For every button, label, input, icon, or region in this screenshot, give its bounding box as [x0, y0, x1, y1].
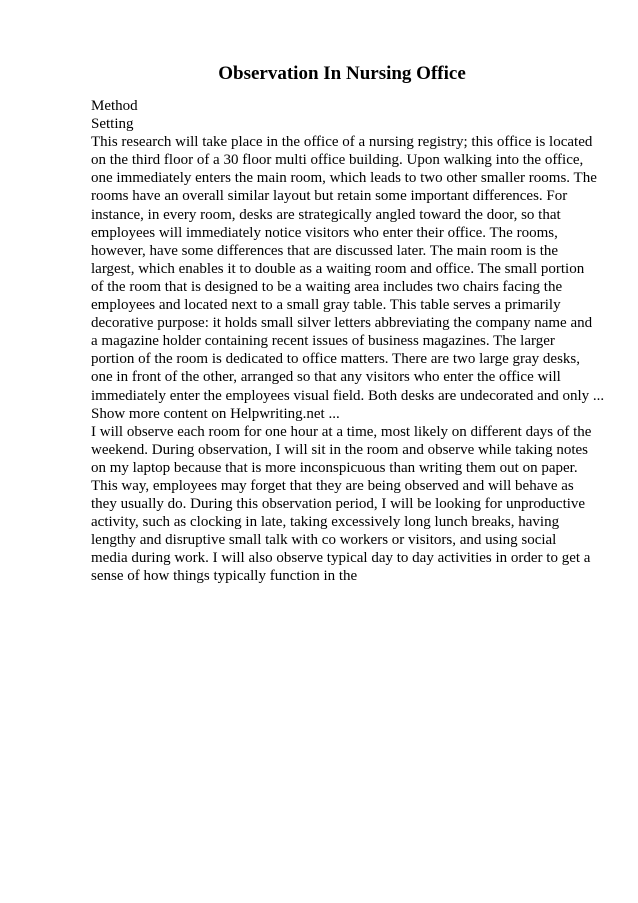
text-line: media during work. I will also observe typical day to day activities in order to get a: [91, 550, 591, 567]
text-line: This way, employees may forget that they are being observed and will behave as: [91, 477, 574, 494]
text-line: one in front of the other, arranged so that any visitors who enter the office will: [91, 369, 561, 386]
text-line: immediately enter the employees visual field. Both desks are undecorated and only ...: [91, 387, 605, 404]
text-line: however, have some differences that are discussed later. The main room is the: [91, 242, 559, 259]
document-page: [91, 62, 605, 586]
text-line: weekend. During observation, I will sit in the room and observe while taking notes: [91, 441, 588, 458]
text-line: of the room that is designed to be a waiting area includes two chairs facing the: [91, 278, 563, 295]
text-line: a magazine holder containing recent issues of business magazines. The larger: [91, 333, 555, 350]
document-title: Observation In Nursing Office: [218, 63, 466, 84]
text-line: decorative purpose: it holds small silver letters abbreviating the company name and: [91, 315, 593, 332]
text-line: largest, which enables it to double as a waiting room and office. The small portion: [91, 260, 585, 277]
show-more-text: Show more content on Helpwriting.net ...: [91, 405, 340, 422]
text-line: on my laptop because that is more inconspicuous than writing them out on paper.: [91, 459, 578, 476]
text-line: lengthy and disruptive small talk with co workers or visitors, and using social: [91, 532, 557, 549]
text-line: rooms have an overall similar layout but retain some important differences. For: [91, 188, 568, 205]
text-line: employees and located next to a small gray table. This table serves a primarily: [91, 297, 561, 314]
text-line: employees will immediately notice visitors who enter their office. The rooms,: [91, 224, 558, 241]
text-line: one immediately enters the main room, which leads to two other smaller rooms. The: [91, 170, 597, 187]
paragraph-2: [91, 423, 591, 586]
text-line: portion of the room is dedicated to office matters. There are two large gray desks,: [91, 351, 581, 368]
method-heading: Method: [91, 98, 138, 114]
text-line: activity, such as clocking in late, taking excessively long lunch breaks, having: [91, 514, 560, 531]
paragraph-1: [91, 133, 605, 404]
setting-heading: Setting: [91, 116, 134, 133]
text-line: I will observe each room for one hour at a time, most likely on different days of the: [91, 423, 592, 440]
text-line: on the third floor of a 30 floor multi office building. Upon walking into the office,: [91, 152, 584, 169]
text-line: instance, in every room, desks are strategically angled toward the door, so that: [91, 206, 561, 223]
text-line: This research will take place in the office of a nursing registry; this office is located: [91, 134, 593, 151]
text-line: they usually do. During this observation period, I will be looking for unproductive: [91, 496, 586, 513]
text-line: sense of how things typically function in the: [91, 568, 358, 585]
